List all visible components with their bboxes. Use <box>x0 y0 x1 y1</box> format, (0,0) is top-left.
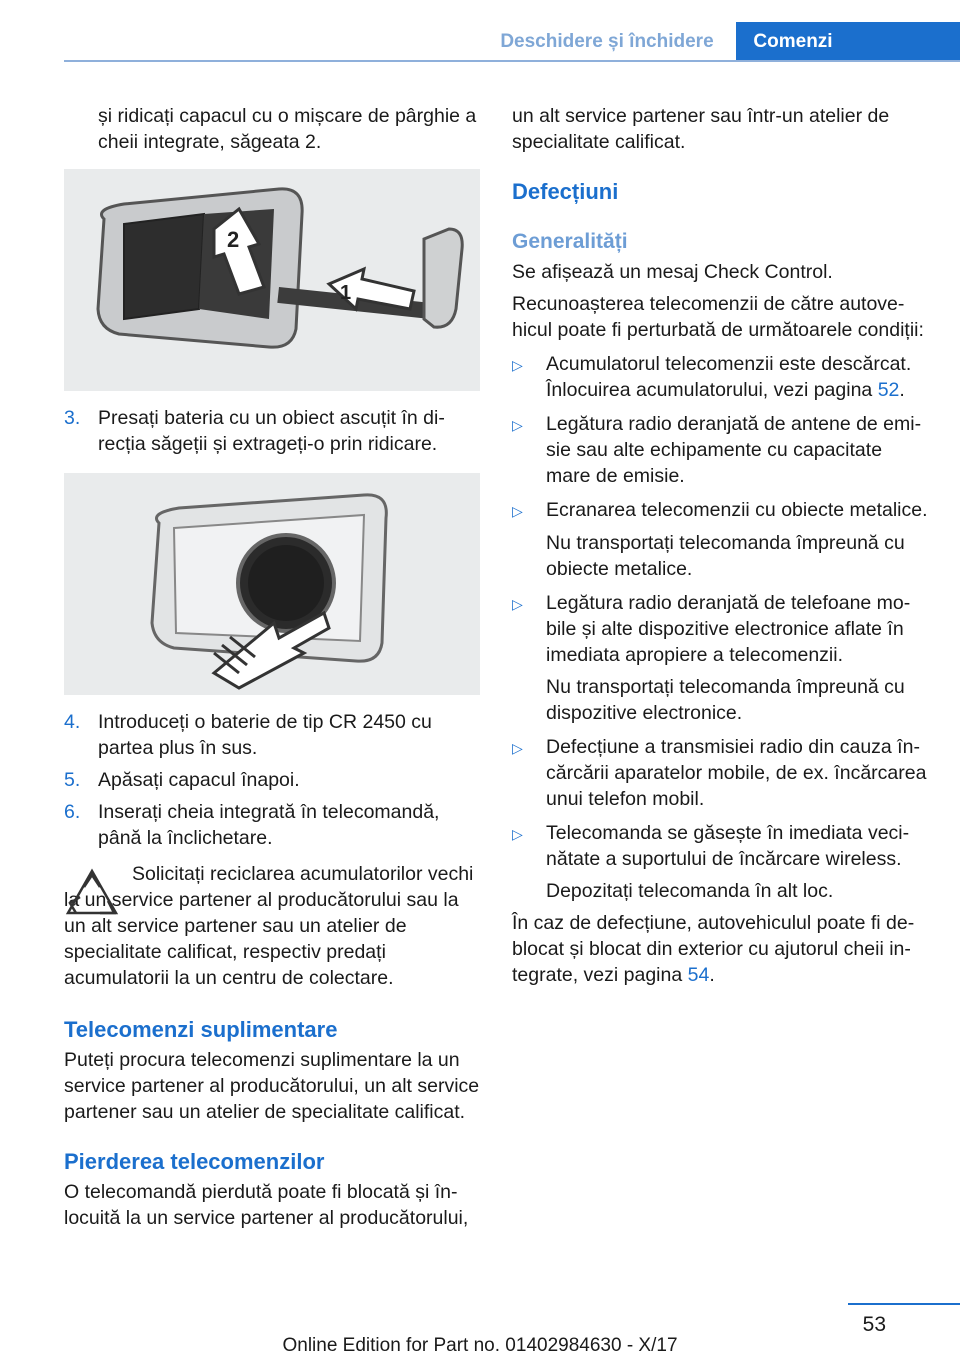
bullet-6-text: Telecomanda se găsește în imediata vecinătate a suportului de încărcare wireless. <box>546 822 910 870</box>
key-figure-battery <box>64 473 480 695</box>
bullet-3-subtext: Nu transportați telecomanda împreună cu obiecte metalice. <box>546 532 905 580</box>
step-5-number: 5. <box>64 769 81 791</box>
extra-remotes-text: Puteți procura telecomenzi suplimentare la un service partener al producătorului, un alt service partener sau un atelier de specialitate calificat. <box>64 1049 480 1123</box>
bullet-triangle-icon: ▷ <box>512 596 523 612</box>
bullet-triangle-icon: ▷ <box>512 503 523 519</box>
right-column <box>512 103 928 988</box>
recognition-text: Recunoașterea telecomenzii de către autovehicul poate fi perturbată de următoarele condiții: <box>512 293 924 341</box>
heading-extra-remotes: Telecomenzi suplimentare <box>64 1017 338 1042</box>
recycle-text: Solicitați reciclarea acumulatorilor vechi la un service partener al producătorului sau la un alt service partener sau un atelier de specialitate calificat, respectiv predați acumulatorii la un centru de colectare. <box>64 863 474 989</box>
bullet-1 <box>512 351 928 403</box>
page-link-52[interactable]: 52 <box>877 379 900 401</box>
page-link-54[interactable]: 54 <box>687 964 710 986</box>
battery-illustration <box>64 473 480 695</box>
step-6-number: 6. <box>64 801 81 823</box>
edition-footer: Online Edition for Part no. 01402984630 - X/17 <box>282 1335 678 1356</box>
bullet-4-subtext: Nu transportați telecomanda împreună cu dispozitive electronice. <box>546 676 905 724</box>
header-band <box>850 22 960 62</box>
step-6 <box>64 799 480 851</box>
footer-rule <box>848 1303 960 1305</box>
bullet-6-subtext: Depozitați telecomanda în alt loc. <box>546 880 834 902</box>
bullet-5-text: Defecțiune a transmisiei radio din cauza încărcării aparatelor mobile, de ex. încărcarea unui telefon mobil. <box>546 736 927 810</box>
bullet-5 <box>512 734 928 812</box>
bullet-3-text: Ecranarea telecomenzii cu obiecte metalice. <box>546 499 928 521</box>
bullet-1-text: Acumulatorul telecomenzii este descărcat. Înlocuirea acumulatorului, vezi pagina 52. <box>546 353 912 401</box>
intro-paragraph: și ridicați capacul cu o mișcare de pârghie a cheii integrate, săgeata 2. <box>98 105 477 153</box>
final-paragraph: În caz de defecțiune, autovehiculul poate fi deblocat și blocat din exterior cu ajutorul cheii integrate, vezi pagina 54. <box>512 912 915 986</box>
step-4-text: Introduceți o baterie de tip CR 2450 cu partea plus în sus. <box>98 711 432 759</box>
heading-general: Generalități <box>512 230 628 253</box>
arrow-label-2: 2 <box>227 227 240 252</box>
key-figure-open-cover <box>64 169 480 391</box>
bullet-2 <box>512 411 928 489</box>
step-4 <box>64 709 480 761</box>
step-3 <box>64 405 480 457</box>
continued-text: un alt service partener sau într-un atelier de specialitate calificat. <box>512 105 890 153</box>
heading-defects: Defecțiuni <box>512 179 619 204</box>
bullet-2-text: Legătura radio deranjată de antene de emisie sau alte echipamente cu capacitate mare de emisie. <box>546 413 922 487</box>
heading-lost-remotes: Pierderea telecomenzilor <box>64 1149 325 1174</box>
bullet-4 <box>512 590 928 668</box>
section-tab[interactable]: Deschidere și închidere <box>500 31 714 52</box>
lost-remotes-text: O telecomandă pierdută poate fi blocată și înlocuită la un service partener al producătorului, <box>64 1181 469 1229</box>
recycle-icon <box>64 867 120 923</box>
step-3-text: Presați bateria cu un obiect ascuțit în direcția săgeții și extrageți-o prin ridicare. <box>98 407 445 455</box>
bullet-6 <box>512 820 928 872</box>
step-3-number: 3. <box>64 407 81 429</box>
step-5-text: Apăsați capacul înapoi. <box>98 769 300 791</box>
bullet-4-text: Legătura radio deranjată de telefoane mobile și alte dispozitive electronice aflate în imediata apropiere a telecomenzii. <box>546 592 911 666</box>
chapter-tab[interactable]: Comenzi <box>736 22 850 62</box>
recycle-note <box>64 861 480 991</box>
bullet-triangle-icon: ▷ <box>512 740 523 756</box>
step-5 <box>64 767 480 793</box>
arrow-label-1: 1 <box>340 282 352 304</box>
header-rule <box>64 60 960 62</box>
step-6-text: Inserați cheia integrată în telecomandă, până la înclichetare. <box>98 801 440 849</box>
bullet-triangle-icon: ▷ <box>512 357 523 373</box>
left-column <box>64 103 480 1231</box>
bullet-triangle-icon: ▷ <box>512 417 523 433</box>
check-control-text: Se afișează un mesaj Check Control. <box>512 261 833 283</box>
step-4-number: 4. <box>64 711 81 733</box>
page-number: 53 <box>862 1313 886 1336</box>
bullet-triangle-icon: ▷ <box>512 826 523 842</box>
bullet-3 <box>512 497 928 524</box>
key-open-illustration <box>64 169 480 391</box>
